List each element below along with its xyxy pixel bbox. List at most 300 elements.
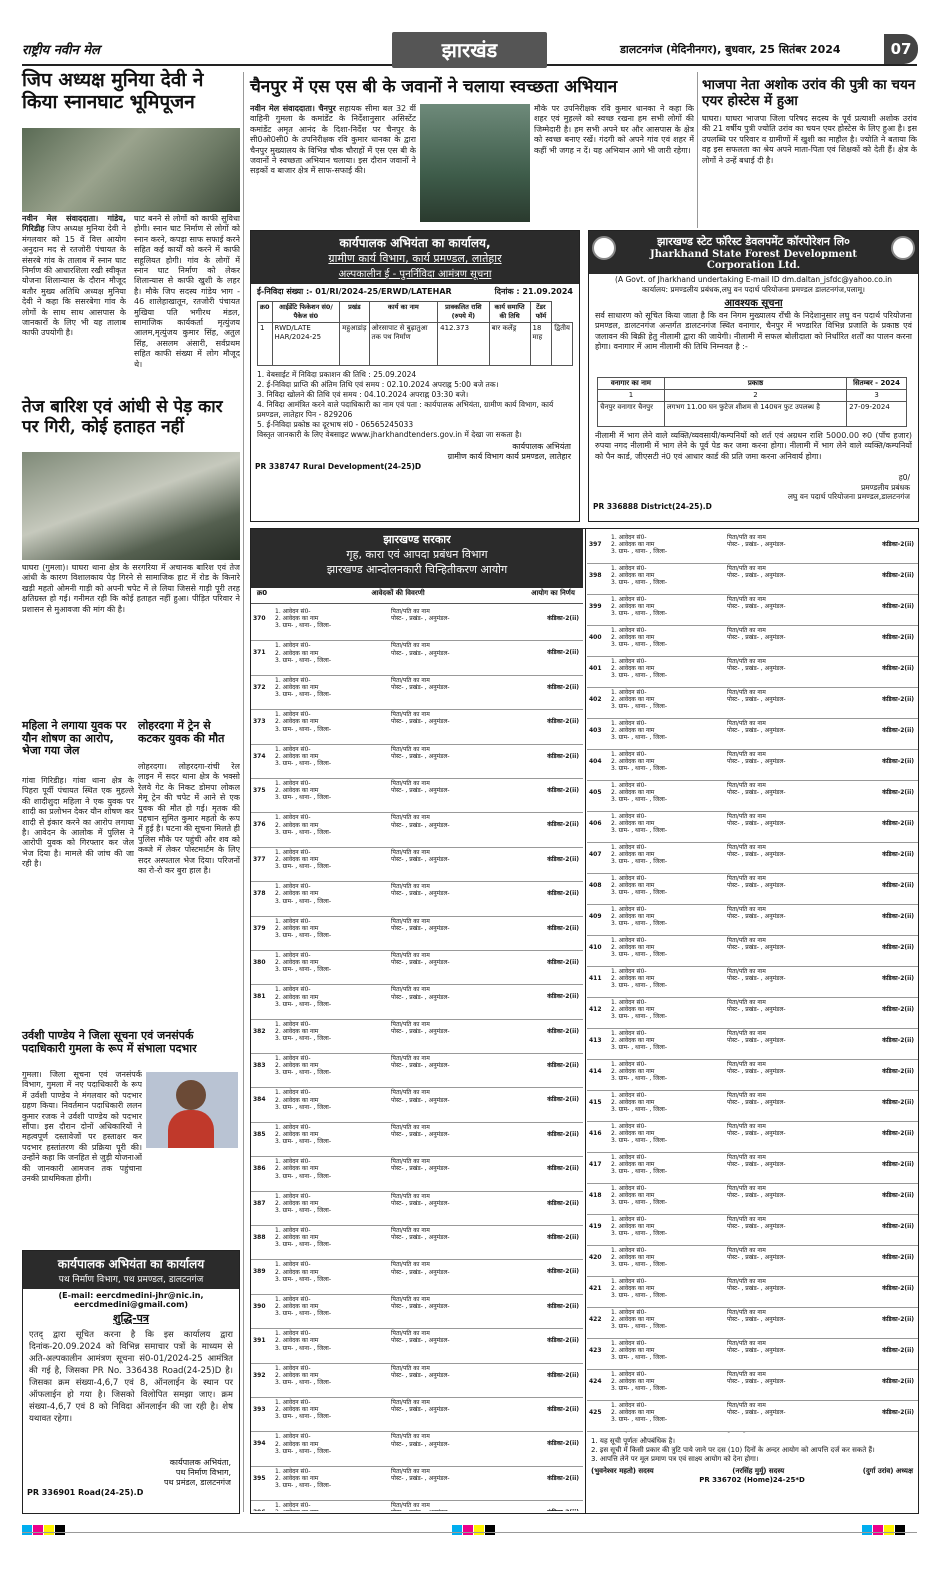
- applicant-field: 1. आवेदन सं0-: [275, 1261, 311, 1269]
- applicant-serial: 378: [253, 890, 266, 898]
- applicant-decision: कंडिका-2(ii): [882, 1316, 914, 1323]
- ad-forest-title-hi: झारखण्ड स्टेट फॉरेस्ट डेवलपमेंट कॉरपोरेशन लि०: [657, 235, 850, 248]
- applicant-field: पिता/पति का नाम: [727, 1402, 766, 1409]
- applicant-field: पोस्ट- , प्रखंड- , अनुमंडल-: [391, 787, 450, 795]
- applicant-field: 1. आवेदन सं0-: [611, 1061, 647, 1068]
- applicant-decision: कंडिका-2(ii): [547, 958, 579, 966]
- applicant-field: 1. आवेदन सं0-: [611, 906, 647, 913]
- ad-rural-title: कार्यपालक अभियंता का कार्यालय,: [339, 236, 491, 250]
- headline-snanghat: जिप अध्यक्ष मुनिया देवी ने किया स्नानघाट भूमिपूजन: [22, 69, 204, 113]
- table-cell: 2: [664, 390, 846, 402]
- applicant-field: पिता/पति का नाम: [727, 565, 766, 572]
- applicant-row: [587, 1339, 918, 1370]
- applicant-field: 1. आवेदन सं0-: [611, 999, 647, 1006]
- applicant-field: 2. आवेदक का नाम: [275, 1303, 319, 1311]
- applicant-field: पोस्ट- , प्रखंड- , अनुमंडल-: [727, 572, 786, 580]
- applicant-address: [727, 1309, 855, 1323]
- applicant-field: 2. आवेदक का नाम: [275, 1062, 319, 1070]
- applicant-field: 3. ग्राम- , थाना- , जिला-: [611, 982, 667, 990]
- applicant-row: [251, 1020, 583, 1054]
- headline-ssb: चैनपुर में एस एस बी के जवानों ने चलाया स्वच्छता अभियान: [250, 77, 618, 97]
- applicant-field: 3. ग्राम- , थाना- , जिला-: [611, 796, 667, 804]
- applicant-serial: 373: [253, 718, 266, 726]
- applicant-field: 2. आवेदक का नाम: [275, 1268, 319, 1276]
- applicant-field: पिता/पति का नाम: [727, 596, 766, 603]
- applicant-field: पोस्ट- , प्रखंड- , अनुमंडल-: [727, 820, 786, 828]
- table-header-cell: कार्य का नाम: [369, 302, 438, 323]
- photo-ssb-cleaning: [420, 104, 530, 222]
- applicant-field: पिता/पति का नाम: [391, 1123, 430, 1131]
- color-swatch: [452, 1525, 462, 1535]
- applicant-decision: कंडिका-2(ii): [547, 1302, 579, 1310]
- applicant-field: 2. आवेदक का नाम: [611, 820, 655, 828]
- applicant-serial: 407: [589, 851, 602, 858]
- applicant-field: पिता/पति का नाम: [727, 1371, 766, 1378]
- applicant-serial: 387: [253, 1199, 266, 1207]
- applicant-field: पिता/पति का नाम: [727, 782, 766, 789]
- applicant-field: पोस्ट- , प्रखंड- , अनुमंडल-: [391, 1199, 450, 1207]
- applicant-field: पोस्ट- , प्रखंड- , अनुमंडल-: [391, 993, 450, 1001]
- applicant-row: [587, 1401, 918, 1432]
- ad-forest-sign: प्रमण्डलीय प्रबंधक: [860, 482, 910, 492]
- applicant-field: 2. आवेदक का नाम: [275, 615, 319, 623]
- applicant-row: [587, 595, 918, 626]
- applicant-serial: 388: [253, 1234, 266, 1242]
- applicant-serial: 403: [589, 727, 602, 734]
- col-header: आयोग का निर्णय: [531, 589, 575, 597]
- applicant-field: 3. ग्राम- , थाना- , जिला-: [275, 1379, 331, 1386]
- applicant-field: 1. आवेदन सं0-: [275, 917, 311, 925]
- applicant-details: [611, 1309, 723, 1331]
- applicant-field: 3. ग्राम- , थाना- , जिला-: [275, 1310, 331, 1318]
- applicant-field: 3. ग्राम- , थाना- , जिला-: [275, 863, 331, 871]
- ad-forest-sign: लघु वन पदार्थ परियोजना प्रमण्डल,डालटनगंज: [787, 492, 910, 501]
- applicant-serial: 413: [589, 1037, 602, 1044]
- ad-pwd-pr: PR 336901 Road(24-25).D: [27, 1488, 144, 1497]
- applicant-field: पिता/पति का नाम: [727, 1061, 766, 1068]
- applicant-field: पोस्ट- , प्रखंड- , अनुमंडल-: [391, 615, 450, 623]
- headline-air-hostess: भाजपा नेता अशोक उरांव की पुत्री का चयन एयर होस्टेस में हुआ: [702, 77, 916, 109]
- applicant-serial: 412: [589, 1006, 602, 1013]
- applicant-field: 1. आवेदन सं0-: [275, 1192, 311, 1200]
- applicant-address: [391, 1296, 519, 1310]
- photo-tree-on-car: [22, 452, 240, 560]
- applicant-row: [251, 813, 583, 847]
- applicant-field: पोस्ट- , प्रखंड- , अनुमंडल-: [727, 634, 786, 642]
- applicant-field: 1. आवेदन सं0-: [611, 658, 647, 665]
- applicant-row: [251, 882, 583, 916]
- applicant-field: 1. आवेदन सं0-: [275, 848, 311, 856]
- applicant-decision: कंडिका-2(ii): [882, 820, 914, 827]
- ad-rural-sign: ग्रामीण कार्य विभाग कार्य प्रमण्डल, लातेहार: [447, 452, 571, 461]
- applicant-field: पिता/पति का नाम: [391, 848, 430, 856]
- applicant-field: 2. आवेदक का नाम: [275, 821, 319, 829]
- applicant-row: [587, 781, 918, 812]
- applicant-serial: 382: [253, 1027, 266, 1035]
- applicant-row: [251, 1192, 583, 1226]
- ad-home-sign-role: सदस्य: [768, 1467, 785, 1475]
- applicant-address: [727, 1154, 855, 1168]
- applicant-field: पिता/पति का नाम: [727, 751, 766, 758]
- applicant-field: 1. आवेदन सं0-: [611, 844, 647, 851]
- applicant-list-left: [251, 607, 583, 1511]
- applicant-details: [611, 844, 723, 866]
- byline: नवीन मेल संवाददाता। चैनपुर: [250, 104, 336, 113]
- color-swatch: [485, 1525, 495, 1535]
- applicant-field: 3. ग्राम- , थाना- , जिला-: [611, 1013, 667, 1021]
- applicant-field: 2. आवेदक का नाम: [275, 1199, 319, 1207]
- table-cell: लगभग 11.00 घन फुटेज शीशम से 140घन फुट उपलब्ध है: [664, 402, 846, 427]
- applicant-row: [587, 905, 918, 936]
- applicant-field: पोस्ट- , प्रखंड- , अनुमंडल-: [727, 882, 786, 890]
- applicant-address: [391, 1124, 519, 1138]
- applicant-field: पोस्ट- , प्रखंड- , अनुमंडल-: [727, 1161, 786, 1169]
- applicant-field: 3. ग्राम- , थाना- , जिला-: [275, 759, 331, 767]
- applicant-decision: कंडिका-2(ii): [547, 1062, 579, 1070]
- applicant-field: 2. आवेदक का नाम: [611, 1006, 655, 1014]
- applicant-serial: 397: [589, 541, 602, 548]
- applicant-field: 3. ग्राम- , थाना- , जिला-: [275, 656, 331, 664]
- applicant-address: [391, 780, 519, 794]
- applicant-serial: 421: [589, 1285, 602, 1292]
- applicant-field: 3. ग्राम- , थाना- , जिला-: [275, 1275, 331, 1283]
- applicant-details: [611, 751, 723, 773]
- applicant-decision: कंडिका-2(ii): [882, 1347, 914, 1354]
- applicant-field: 2. आवेदक का नाम: [275, 993, 319, 1001]
- applicant-address: [727, 565, 855, 579]
- applicant-field: 1. आवेदन सं0-: [611, 596, 647, 603]
- applicant-field: 2. आवेदक का नाम: [275, 924, 319, 932]
- table-cell: 1: [598, 390, 665, 402]
- applicant-field: 2. आवेदक का नाम: [611, 1192, 655, 1200]
- applicant-row: [587, 1029, 918, 1060]
- applicant-field: 3. ग्राम- , थाना- , जिला-: [275, 1207, 331, 1215]
- ad-rural-date: दिनांक : 21.09.2024: [494, 287, 573, 296]
- applicant-serial: 425: [589, 1409, 602, 1416]
- applicant-serial: 389: [253, 1268, 266, 1276]
- applicant-decision: कंडिका-2(ii): [882, 913, 914, 920]
- applicant-serial: 415: [589, 1099, 602, 1106]
- applicant-field: 2. आवेदक का नाम: [611, 913, 655, 921]
- story-ssb-body: नवीन मेल संवाददाता। चैनपुर सहायक सीमा बल 32 वीं वाहिनी गुमला के कमांडेंट के निर्देशानुसार असिस्टेंट कमांडेंट अमृत आनंद के दिशा-निर्देश पर चैनपुर के सी0ओ0सी0 के उपनिरीक्षक रवि कुमार धानका के द्वारा चैनपुर मुख्यालय के विभिन्न चौक चौराहों में एस एस बी के जवानों ने स्वच्छता अभियान चलाया। इस दौरान जवानों ने सड़कों व बाजार क्षेत्र में साफ-सफाई की।: [250, 104, 416, 176]
- applicant-serial: 406: [589, 820, 602, 827]
- ad-rural-note: 3. निविदा खोलने की तिथि एवं समय : 04.10.2024 अपराह्न 03:30 बजे।: [257, 390, 469, 399]
- story-tree-body: घाघरा (गुमला)। घाघरा थाना क्षेत्र के सरगरिया में अचानक बारिश एवं तेज आंधी के कारण विशालकाय पेड़ गिरने से सामाजिक हाट में रोड के किनारे खड़ी महतो ओमनी गाड़ी को अपनी चपेट में ले लिया जिससे गाड़ी पूरी तरह क्षतिग्रस्त हो गई। गनीमत रही कि कोई हताहत नहीं हुआ। पीड़ित परिवार ने प्रशासन से मुआवजा की मांग की है।: [22, 563, 240, 614]
- applicant-details: [275, 1468, 387, 1490]
- applicant-serial: 384: [253, 1096, 266, 1104]
- applicant-field: पिता/पति का नाम: [391, 676, 430, 684]
- applicant-serial: 381: [253, 993, 266, 1001]
- applicant-serial: 375: [253, 786, 266, 794]
- applicant-address: [391, 1433, 519, 1447]
- applicant-field: 3. ग्राम- , थाना- , जिला-: [275, 966, 331, 974]
- applicant-serial: 376: [253, 821, 266, 829]
- applicant-field: 1. आवेदन सं0-: [611, 1278, 647, 1285]
- applicant-field: 1. आवेदन सं0-: [275, 779, 311, 787]
- page-number: 07: [884, 34, 918, 64]
- applicant-field: पिता/पति का नाम: [727, 906, 766, 913]
- applicant-field: 1. आवेदन सं0-: [611, 534, 647, 541]
- applicant-address: [727, 658, 855, 672]
- applicant-field: पोस्ट- , प्रखंड- , अनुमंडल-: [391, 683, 450, 691]
- applicant-field: पोस्ट- , प्रखंड- , अनुमंडल-: [391, 821, 450, 829]
- applicant-field: 3. ग्राम- , थाना- , जिला-: [275, 1172, 331, 1180]
- applicant-serial: 380: [253, 958, 266, 966]
- applicant-field: पिता/पति का नाम: [391, 1433, 430, 1441]
- table-cell: 27-09-2024: [847, 402, 907, 427]
- applicant-row: [251, 1054, 583, 1088]
- ad-forest-heading: आवश्यक सूचना: [724, 298, 783, 309]
- applicant-field: 1. आवेदन सं0-: [275, 1055, 311, 1063]
- story-snanghat-body: नवीन मेल संवाददाता। गांडेय, गिरिडीह जिप अध्यक्ष मुनिया देवी ने मंगलवार को 15 वें वित्त आयोग अनुदान मद से रतजोरी पंचायत के संसरबे गांव के तालाब में स्नान घाट निर्माण की आधारशिला रखी स्वीकृत योजना शिलान्यास के दौरान मौजूद बतौर मुख्य अतिथि अध्यक्ष मुनिया देवी ने कहा कि ससरबेगा गांव के लोगों के साथ साथ आसपास के जानकारों के लिए भी यह तालाब काफी उपयोगी है।: [22, 214, 126, 338]
- applicant-field: पोस्ट- , प्रखंड- , अनुमंडल-: [391, 1474, 450, 1482]
- col-header: आवेदकों की विवरणी: [371, 589, 425, 597]
- applicant-field: पिता/पति का नाम: [727, 844, 766, 851]
- applicant-row: [587, 1308, 918, 1339]
- applicant-details: [611, 627, 723, 649]
- applicant-details: [611, 1402, 723, 1424]
- applicant-field: 1. आवेदन सं0-: [611, 1247, 647, 1254]
- forest-logo: [592, 236, 616, 260]
- applicant-field: 2. आवेदक का नाम: [275, 855, 319, 863]
- applicant-field: 1. आवेदन सं0-: [611, 1340, 647, 1347]
- applicant-field: पोस्ट- , प्रखंड- , अनुमंडल-: [391, 1165, 450, 1173]
- applicant-field: पिता/पति का नाम: [391, 1158, 430, 1166]
- applicant-field: पोस्ट- , प्रखंड- , अनुमंडल-: [727, 913, 786, 921]
- applicant-field: पोस्ट- , प्रखंड- , अनुमंडल-: [727, 1223, 786, 1231]
- applicant-row: [587, 750, 918, 781]
- table-header-cell: वनागार का नाम: [598, 378, 665, 390]
- ad-rural-dept: ग्रामीण कार्य विभाग, कार्य प्रमण्डल, लातेहार: [328, 252, 502, 265]
- applicant-field: 1. आवेदन सं0-: [611, 627, 647, 634]
- story-air-hostess-body: घाघरा। घाघरा भाजपा जिला परिषद सदस्य के पूर्व प्रत्याशी अशोक उरांव की 21 वर्षीय पुत्री ज्योति उरांव का चयन एयर होस्टेस के लिए हुआ है। इस उपलब्धि पर परिवार व ग्रामीणों में खुशी का माहौल है। ज्योति ने बताया कि वह इस सफलता का श्रेय अपने माता-पिता एवं शिक्षकों को देती हैं। क्षेत्र के लोगों ने उन्हें बधाई दी है।: [702, 114, 917, 165]
- applicant-field: 1. आवेदन सं0-: [611, 813, 647, 820]
- applicant-details: [611, 968, 723, 990]
- applicant-details: [275, 1055, 387, 1077]
- applicant-field: पिता/पति का नाम: [391, 1020, 430, 1028]
- applicant-decision: कंडिका-2(ii): [882, 789, 914, 796]
- applicant-details: [611, 1340, 723, 1362]
- applicant-field: पिता/पति का नाम: [391, 986, 430, 994]
- applicant-decision: कंडिका-2(ii): [882, 1130, 914, 1137]
- ad-rural-note: विस्तृत जानकारी के लिए वेबसाइट www.jharkhandtenders.gov.in में देखा जा सकता है।: [257, 430, 522, 439]
- applicant-serial: 395: [253, 1474, 266, 1482]
- applicant-field: 2. आवेदक का नाम: [611, 1254, 655, 1262]
- applicant-field: 3. ग्राम- , थाना- , जिला-: [611, 548, 667, 556]
- applicant-serial: 393: [253, 1405, 266, 1413]
- applicant-address: [391, 849, 519, 863]
- applicant-address: [391, 952, 519, 966]
- applicant-details: [611, 782, 723, 804]
- applicant-address: [727, 1247, 855, 1261]
- applicant-address: [727, 1371, 855, 1385]
- applicant-field: 2. आवेदक का नाम: [275, 718, 319, 726]
- color-swatch: [474, 1525, 484, 1535]
- ad-andolankari-list: [250, 528, 919, 1514]
- applicant-details: [275, 1021, 387, 1043]
- applicant-field: 3. ग्राम- , थाना- , जिला-: [611, 1354, 667, 1362]
- applicant-serial: 398: [589, 572, 602, 579]
- ad-forest-pr: PR 336888 District(24-25).D: [593, 501, 712, 511]
- photo-bhoomipoojan: [22, 128, 240, 212]
- applicant-field: 2. आवेदक का नाम: [611, 1037, 655, 1045]
- ad-forest-body: सर्व साधारण को सूचित किया जाता है कि वन निगम मुख्यालय राँची के निदेशानुसार लघु वन पदार्थ परियोजना प्रमण्डल, डालटनगंज अन्तर्गत डालटनगंज स्थित वनागार, चैनपुर में भण्डारित विभिन्न प्रजाति के प्रकाष्ठ एवं जलावन की बिक्री हेतु नीलामी द्वारा की जायेगी। नीलामी में सफल बोलीदाता को निर्धारित शर्तों का पालन करना होगा। वनागार में आम नीलामी की तिथि निम्नवत है :-: [595, 311, 912, 352]
- applicant-decision: कंडिका-2(ii): [547, 752, 579, 760]
- applicant-details: [611, 1371, 723, 1393]
- photo-urvashi-pandey: [146, 1072, 238, 1148]
- applicant-details: [611, 813, 723, 835]
- applicant-details: [275, 1502, 387, 1511]
- applicant-field: 3. ग्राम- , थाना- , जिला-: [611, 1106, 667, 1114]
- ad-rural-tender: [250, 230, 580, 522]
- applicant-row: [587, 843, 918, 874]
- ad-rural-subtitle: अल्पकालीन ई - पुनर्निविदा आमंत्रण सूचना: [338, 269, 492, 280]
- applicant-field: [391, 1509, 519, 1511]
- applicant-field: पोस्ट- , प्रखंड- , अनुमंडल-: [391, 1337, 450, 1345]
- applicant-decision: कंडिका-2(ii): [547, 786, 579, 794]
- applicant-details: [275, 677, 387, 699]
- applicant-row: [251, 710, 583, 744]
- applicant-field: 1. आवेदन सं0-: [275, 1227, 311, 1235]
- applicant-row: [251, 1088, 583, 1122]
- applicant-field: 2. आवेदक का नाम: [611, 1347, 655, 1355]
- applicant-address: [391, 1502, 519, 1511]
- applicant-details: [611, 689, 723, 711]
- applicant-field: 1. आवेदन सं0-: [611, 565, 647, 572]
- applicant-field: पिता/पति का नाम: [727, 1123, 766, 1130]
- applicant-field: पिता/पति का नाम: [391, 779, 430, 787]
- applicant-details: [611, 596, 723, 618]
- applicant-field: 1. आवेदन सं0-: [275, 1364, 311, 1372]
- applicant-decision: कंडिका-2(ii): [547, 890, 579, 898]
- applicant-decision: कंडिका-2(ii): [547, 1405, 579, 1413]
- applicant-field: पिता/पति का नाम: [391, 1364, 430, 1372]
- applicant-row: [587, 998, 918, 1029]
- applicant-field: 1. आवेदन सं0-: [611, 1371, 647, 1378]
- applicant-address: [391, 608, 519, 622]
- applicant-serial: 394: [253, 1440, 266, 1448]
- applicant-field: 3. ग्राम- , थाना- , जिला-: [611, 1416, 667, 1424]
- applicant-row: [587, 967, 918, 998]
- ad-pwd-sign: कार्यपालक अभियंता,: [169, 1458, 231, 1467]
- ad-forest-subtitle: (A Govt. of Jharkhand undertaking E-mail ID dm.daltan_jsfdc@yahoo.co.in: [615, 275, 892, 284]
- applicant-field: पिता/पति का नाम: [727, 1216, 766, 1223]
- applicant-field: पोस्ट- , प्रखंड- , अनुमंडल-: [727, 975, 786, 983]
- applicant-serial: 411: [589, 975, 602, 982]
- applicant-decision: कंडिका-2(ii): [547, 1165, 579, 1173]
- ad-forest-body-2: नीलामी में भाग लेने वाले व्यक्ति/व्यवसायी/कम्पनियों को शर्त एवं अग्रधन राशि 5000.00 रु0 (पाँच हजार) रुपया नगद नीलामी में भाग लेने के पूर्व पेड कर जमा करना होगा। नीलामी में भाग लेने वाले व्यक्ति/कम्पनियों को पैन कार्ड, जीएसटी नं0 एवं आधार कार्ड की प्रति जमा करना अनिवार्य होगा।: [595, 431, 912, 461]
- ad-forest-title-en: Jharkhand State Forest Development Corporation Ltd.: [649, 249, 858, 271]
- applicant-row: [587, 1153, 918, 1184]
- applicant-field: 2. आवेदक का नाम: [275, 683, 319, 691]
- applicant-address: [391, 677, 519, 691]
- applicant-address: [727, 596, 855, 610]
- applicant-details: [275, 918, 387, 940]
- applicant-field: 1. आवेदन सं0-: [611, 689, 647, 696]
- applicant-decision: कंडिका-2(ii): [547, 1199, 579, 1207]
- applicant-row: [587, 533, 918, 564]
- ad-rural-note: 5. ई-निविदा प्रकोष्ठ का दूरभाष सं0 - 06565245033: [257, 420, 414, 429]
- applicant-field: पोस्ट- , प्रखंड- , अनुमंडल-: [727, 789, 786, 797]
- applicant-serial: 377: [253, 855, 266, 863]
- applicant-field: 3. ग्राम- , थाना- , जिला-: [611, 1075, 667, 1083]
- applicant-decision: कंडिका-2(ii): [547, 1474, 579, 1482]
- applicant-field: 3. ग्राम- , थाना- , जिला-: [611, 703, 667, 711]
- column-rule: [697, 72, 698, 228]
- story-urvashi-body: गुमला। जिला सूचना एवं जनसंपर्क विभाग, गुमला में नए पदाधिकारी के रूप में उर्वशी पाण्डेय ने मंगलवार को पदभार ग्रहण किया। निवर्तमान पदाधिकारी ललन कुमार रजक ने उर्वशी पाण्डेय को पदभार सौंपा। इस दौरान दोनों अधिकारियों ने महत्वपूर्ण दस्तावेजों पर हस्ताक्षर कर पदभार हस्तांतरण की प्रक्रिया पूरी की। उन्होंने कहा कि जनहित से जुड़ी योजनाओं की जानकारी आमजन तक पहुंचाना उनकी प्राथमिकता होगी।: [22, 1070, 142, 1184]
- applicant-decision: कंडिका-2(ii): [547, 718, 579, 726]
- applicant-row: [587, 1370, 918, 1401]
- applicant-address: [391, 1021, 519, 1035]
- applicant-field: 3. ग्राम- , थाना- , जिला-: [275, 1447, 331, 1455]
- applicant-address: [727, 968, 855, 982]
- applicant-decision: कंडिका-2(ii): [882, 696, 914, 703]
- applicant-field: पोस्ट- , प्रखंड- , अनुमंडल-: [391, 1027, 450, 1035]
- applicant-address: [391, 1158, 519, 1172]
- applicant-serial: 416: [589, 1130, 602, 1137]
- applicant-field: पोस्ट- , प्रखंड- , अनुमंडल-: [727, 1347, 786, 1355]
- ad-home-sign: (नरसिंह मुर्मू): [732, 1467, 767, 1475]
- applicant-field: 2. आवेदक का नाम: [611, 1099, 655, 1107]
- applicant-field: 1. आवेदन सं0-: [611, 937, 647, 944]
- applicant-address: [727, 689, 855, 703]
- applicant-field: 2. आवेदक का नाम: [275, 1337, 319, 1345]
- applicant-row: [251, 1123, 583, 1157]
- applicant-serial: 420: [589, 1254, 602, 1261]
- table-cell: 1: [258, 323, 273, 366]
- applicant-decision: कंडिका-2(ii): [882, 572, 914, 579]
- applicant-address: [727, 627, 855, 641]
- applicant-field: 2. आवेदक का नाम: [611, 665, 655, 673]
- applicant-field: 3. ग्राम- , थाना- , जिला-: [611, 610, 667, 618]
- applicant-decision: कंडिका-2(ii): [882, 758, 914, 765]
- applicant-row: [251, 1501, 583, 1511]
- ad-rural-note: 2. ई-निविदा प्राप्ति की अंतिम तिथि एवं समय : 02.10.2024 अपराह्न 5:00 बजे तक।: [257, 380, 499, 389]
- applicant-field: पोस्ट- , प्रखंड- , अनुमंडल-: [391, 1440, 450, 1448]
- story-ssb-body-2: मौके पर उपनिरीक्षक रवि कुमार धानका ने कहा कि शहर एवं मुहल्ले को स्वच्छ रखना हम सभी लोगों की जिम्मेदारी है। हम सभी अपने घर और आसपास के क्षेत्र को स्वच्छ बनाए रखें। गंदगी को अपने गांव एवं शहर में कहीं भी जगह न दें। यह अभियान आगे भी जारी रहेगा।: [534, 104, 694, 155]
- table-header-cell: प्राक्कलित राशि (रुपये में): [438, 302, 489, 323]
- applicant-decision: [547, 1509, 579, 1511]
- applicant-field: पिता/पति का नाम: [727, 534, 766, 541]
- applicant-details: [275, 1330, 387, 1352]
- story-snanghat-body-2: घाट बनने से लोगों को काफी सुविधा होगी। स्नान घाट निर्माण से लोगों को स्नान करने, कपड़ा साफ सफाई करने सहित कई कार्यों को करने में काफी सहूलियत होगी। गांव के लोगों में स्नान घाट निर्माण को लेकर शिलान्यास से काफी खुशी के लहर है। मौके जिप सदस्य गांडेय भाग - 46 शालेहाखातून, रतजोरी पंचायत मुखिया पति भगीरथ मंडल, सामाजिक कार्यकर्ता मृत्युंजय आलम,मृत्युंजय कुमार सिंह, अतुल सिंह, असलम अंसारी, सर्वप्रथम सहित काफी संख्या में लोग मौजूद थे।: [134, 214, 240, 369]
- applicant-field: पोस्ट- , प्रखंड- , अनुमंडल-: [727, 1006, 786, 1014]
- applicant-field: 2. आवेदक का नाम: [611, 1068, 655, 1076]
- ad-pwd-sign: पथ निर्माण विभाग,: [175, 1468, 231, 1477]
- applicant-details: [611, 658, 723, 680]
- applicant-row: [251, 1157, 583, 1191]
- applicant-row: [251, 1226, 583, 1260]
- applicant-serial: 424: [589, 1378, 602, 1385]
- ad-rural-table: [257, 301, 573, 366]
- applicant-address: [391, 711, 519, 725]
- applicant-field: पिता/पति का नाम: [391, 1227, 430, 1235]
- applicant-field: 3. ग्राम- , थाना- , जिला-: [275, 691, 331, 699]
- applicant-serial: 423: [589, 1347, 602, 1354]
- color-swatch: [44, 1525, 54, 1535]
- applicant-field: 1. आवेदन सं0-: [275, 986, 311, 994]
- applicant-details: [275, 608, 387, 630]
- table-header-cell: आईडेंटि फिकेशन सं0/पैकेज सं0: [272, 302, 340, 323]
- applicant-list-right: [587, 533, 918, 1433]
- applicant-field: 3. ग्राम- , थाना- , जिला-: [611, 1292, 667, 1300]
- applicant-details: [275, 849, 387, 871]
- applicant-address: [727, 1340, 855, 1354]
- applicant-field: पिता/पति का नाम: [727, 937, 766, 944]
- applicant-field: पोस्ट- , प्रखंड- , अनुमंडल-: [727, 541, 786, 549]
- applicant-address: [727, 1061, 855, 1075]
- applicant-serial: 418: [589, 1192, 602, 1199]
